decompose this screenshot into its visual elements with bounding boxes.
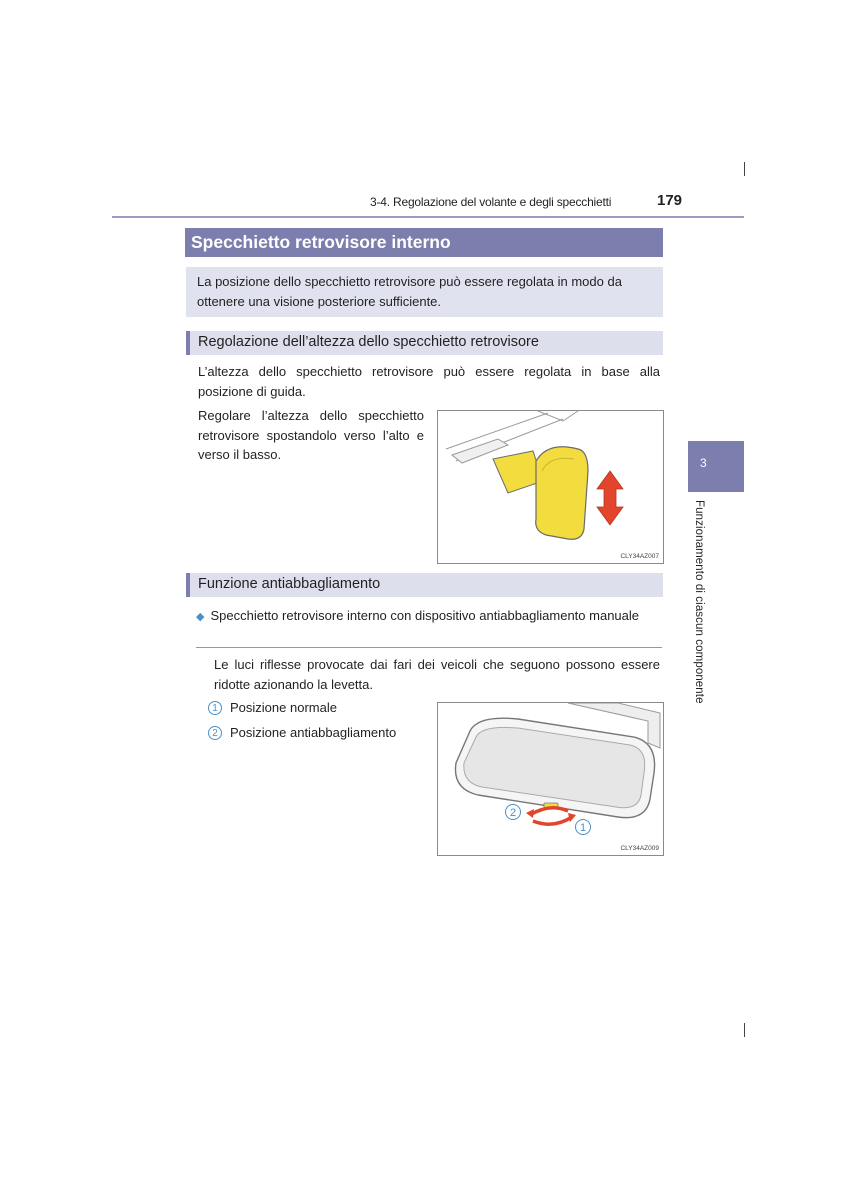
list-item — [208, 723, 396, 743]
height-instruction: Regolare l’altezza dello specchietto retrovisore spostandolo verso l’alto e verso il basso. — [198, 408, 424, 462]
header-rule — [112, 216, 744, 218]
chapter-tab — [688, 441, 744, 492]
subheading-antiglare: Funzione antiabbagliamento — [186, 573, 663, 597]
callout-number-1: 1 — [208, 701, 222, 715]
figure-code: CLY34AZ007 — [620, 553, 659, 560]
figure-callout-1: 1 — [579, 822, 587, 834]
chapter-title: Funzionamento di ciascun componente — [693, 500, 705, 704]
list-item-label: Posizione antiabbagliamento — [230, 725, 397, 740]
antiglare-illustration — [438, 703, 664, 856]
crop-mark-top — [744, 162, 745, 176]
list-item — [208, 698, 337, 718]
figure-mirror-height — [437, 410, 664, 564]
callout-number-2: 2 — [208, 726, 222, 740]
page-number: 179 — [657, 192, 683, 209]
antiglare-bullet-text: Specchietto retrovisore interno con dispositivo antiabbagliamento manuale — [210, 608, 639, 623]
chapter-number: 3 — [700, 456, 707, 470]
mirror-height-illustration — [438, 411, 664, 564]
figure-code: CLY34AZ009 — [620, 845, 659, 852]
figure-callout-2: 2 — [509, 807, 517, 819]
height-paragraph: L’altezza dello specchietto retrovisore può essere regolata in base alla posizione di guida. — [198, 364, 660, 399]
list-item-label: Posizione normale — [230, 700, 337, 715]
bullet-divider — [196, 647, 662, 648]
figure-antiglare — [437, 702, 664, 856]
diamond-bullet-icon: ◆ — [196, 611, 205, 623]
running-header-section: 3-4. Regolazione del volante e degli specchietti — [370, 195, 612, 209]
crop-mark-bottom — [744, 1023, 745, 1037]
intro-box: La posizione dello specchietto retrovisore può essere regolata in modo da ottenere una visione posteriore sufficiente. — [186, 267, 663, 317]
subheading-height: Regolazione dell’altezza dello specchietto retrovisore — [186, 331, 663, 355]
antiglare-paragraph: Le luci riflesse provocate dai fari dei veicoli che seguono possono essere ridotte azionando la levetta. — [214, 657, 660, 692]
page-title: Specchietto retrovisore interno — [185, 228, 663, 257]
antiglare-bullet — [196, 606, 660, 628]
